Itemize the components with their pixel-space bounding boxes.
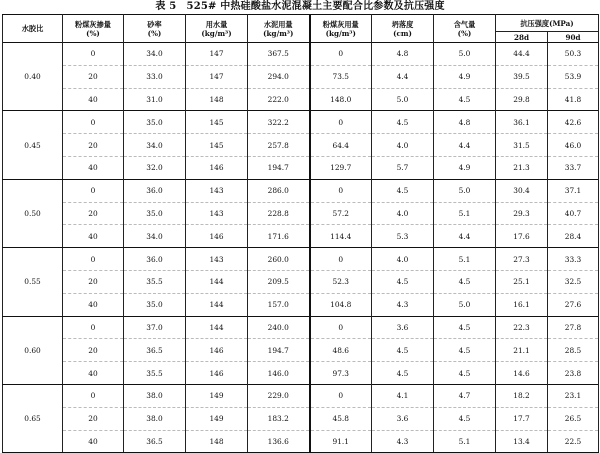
water-cell: 147 xyxy=(186,43,248,66)
water-cell: 147 xyxy=(186,65,248,88)
flyash-ratio-cell: 40 xyxy=(63,156,124,179)
water-cell: 148 xyxy=(186,430,248,453)
slump-cell: 4.5 xyxy=(372,111,434,134)
water-cell: 145 xyxy=(186,111,248,134)
flyash-amount-cell: 148.0 xyxy=(310,88,372,111)
water-cell: 146 xyxy=(186,362,248,385)
strength-28d-cell: 44.4 xyxy=(496,43,548,66)
strength-90d-cell: 27.6 xyxy=(548,293,599,316)
air-content-cell: 4.4 xyxy=(434,225,496,248)
water-cell: 146 xyxy=(186,339,248,362)
strength-90d-cell: 23.8 xyxy=(548,362,599,385)
mix-proportion-table xyxy=(2,14,599,453)
flyash-amount-cell: 64.4 xyxy=(310,134,372,157)
cement-cell: 257.8 xyxy=(248,134,310,157)
flyash-ratio-cell: 40 xyxy=(63,430,124,453)
strength-28d-cell: 29.3 xyxy=(496,202,548,225)
cement-cell: 157.0 xyxy=(248,293,310,316)
flyash-ratio-cell: 20 xyxy=(63,407,124,430)
water-cement-ratio-cell: 0.65 xyxy=(3,384,63,452)
table-row xyxy=(3,430,599,453)
cement-cell: 146.0 xyxy=(248,362,310,385)
strength-28d-cell: 22.3 xyxy=(496,316,548,339)
sand-ratio-cell: 35.0 xyxy=(124,111,186,134)
cement-cell: 286.0 xyxy=(248,179,310,202)
flyash-amount-cell: 0 xyxy=(310,316,372,339)
slump-cell: 5.0 xyxy=(372,88,434,111)
cement-cell: 260.0 xyxy=(248,248,310,271)
strength-28d-cell: 29.8 xyxy=(496,88,548,111)
header-water: 用水量 (kg/m³) xyxy=(186,15,248,43)
slump-cell: 4.5 xyxy=(372,179,434,202)
flyash-ratio-cell: 0 xyxy=(63,179,124,202)
table-row xyxy=(3,270,599,293)
flyash-amount-cell: 97.3 xyxy=(310,362,372,385)
slump-cell: 5.7 xyxy=(372,156,434,179)
flyash-amount-cell: 52.3 xyxy=(310,270,372,293)
strength-90d-cell: 26.5 xyxy=(548,407,599,430)
air-content-cell: 4.5 xyxy=(434,339,496,362)
flyash-amount-cell: 129.7 xyxy=(310,156,372,179)
air-content-cell: 4.5 xyxy=(434,88,496,111)
cement-cell: 294.0 xyxy=(248,65,310,88)
air-content-cell: 4.5 xyxy=(434,362,496,385)
flyash-amount-cell: 0 xyxy=(310,43,372,66)
strength-28d-cell: 18.2 xyxy=(496,384,548,407)
flyash-amount-cell: 57.2 xyxy=(310,202,372,225)
air-content-cell: 4.9 xyxy=(434,65,496,88)
sand-ratio-cell: 34.0 xyxy=(124,43,186,66)
water-cell: 143 xyxy=(186,248,248,271)
header-air-content: 含气量 (%) xyxy=(434,15,496,43)
flyash-ratio-cell: 40 xyxy=(63,88,124,111)
cement-cell: 171.6 xyxy=(248,225,310,248)
water-cell: 143 xyxy=(186,202,248,225)
cement-cell: 367.5 xyxy=(248,43,310,66)
air-content-cell: 4.7 xyxy=(434,384,496,407)
strength-90d-cell: 33.3 xyxy=(548,248,599,271)
strength-90d-cell: 40.7 xyxy=(548,202,599,225)
slump-cell: 4.3 xyxy=(372,430,434,453)
strength-90d-cell: 23.1 xyxy=(548,384,599,407)
strength-28d-cell: 39.5 xyxy=(496,65,548,88)
slump-cell: 4.0 xyxy=(372,248,434,271)
table-row xyxy=(3,362,599,385)
table-row xyxy=(3,134,599,157)
sand-ratio-cell: 38.0 xyxy=(124,384,186,407)
table-row xyxy=(3,43,599,66)
water-cell: 144 xyxy=(186,293,248,316)
sand-ratio-cell: 36.5 xyxy=(124,339,186,362)
air-content-cell: 4.8 xyxy=(434,111,496,134)
slump-cell: 3.6 xyxy=(372,316,434,339)
slump-cell: 5.3 xyxy=(372,225,434,248)
flyash-ratio-cell: 20 xyxy=(63,134,124,157)
air-content-cell: 4.9 xyxy=(434,156,496,179)
air-content-cell: 5.0 xyxy=(434,179,496,202)
strength-28d-cell: 16.1 xyxy=(496,293,548,316)
flyash-amount-cell: 0 xyxy=(310,179,372,202)
strength-90d-cell: 32.5 xyxy=(548,270,599,293)
water-cement-ratio-cell: 0.55 xyxy=(3,248,63,316)
table-title: 表 5 525# 中热硅酸盐水泥混凝土主要配合比参数及抗压强度 xyxy=(155,1,445,12)
slump-cell: 4.5 xyxy=(372,339,434,362)
strength-90d-cell: 42.6 xyxy=(548,111,599,134)
air-content-cell: 5.1 xyxy=(434,248,496,271)
header-sand-ratio: 砂率 (%) xyxy=(124,15,186,43)
cement-cell: 136.6 xyxy=(248,430,310,453)
slump-cell: 4.3 xyxy=(372,293,434,316)
flyash-ratio-cell: 0 xyxy=(63,316,124,339)
water-cell: 146 xyxy=(186,225,248,248)
sand-ratio-cell: 33.0 xyxy=(124,65,186,88)
table-row xyxy=(3,407,599,430)
water-cell: 149 xyxy=(186,384,248,407)
cement-cell: 229.0 xyxy=(248,384,310,407)
strength-28d-cell: 25.1 xyxy=(496,270,548,293)
sand-ratio-cell: 35.0 xyxy=(124,293,186,316)
strength-28d-cell: 14.6 xyxy=(496,362,548,385)
cement-cell: 209.5 xyxy=(248,270,310,293)
strength-28d-cell: 27.3 xyxy=(496,248,548,271)
strength-90d-cell: 41.8 xyxy=(548,88,599,111)
air-content-cell: 5.0 xyxy=(434,293,496,316)
strength-90d-cell: 33.7 xyxy=(548,156,599,179)
strength-28d-cell: 17.7 xyxy=(496,407,548,430)
flyash-ratio-cell: 0 xyxy=(63,111,124,134)
water-cell: 148 xyxy=(186,88,248,111)
sand-ratio-cell: 32.0 xyxy=(124,156,186,179)
sand-ratio-cell: 31.0 xyxy=(124,88,186,111)
flyash-amount-cell: 0 xyxy=(310,248,372,271)
strength-90d-cell: 22.5 xyxy=(548,430,599,453)
slump-cell: 4.1 xyxy=(372,384,434,407)
strength-90d-cell: 28.5 xyxy=(548,339,599,362)
strength-28d-cell: 30.4 xyxy=(496,179,548,202)
strength-28d-cell: 17.6 xyxy=(496,225,548,248)
table-row xyxy=(3,248,599,271)
table-row xyxy=(3,316,599,339)
sand-ratio-cell: 36.0 xyxy=(124,248,186,271)
strength-90d-cell: 28.4 xyxy=(548,225,599,248)
table-row xyxy=(3,88,599,111)
sand-ratio-cell: 38.0 xyxy=(124,407,186,430)
cement-cell: 240.0 xyxy=(248,316,310,339)
strength-90d-cell: 37.1 xyxy=(548,179,599,202)
flyash-amount-cell: 0 xyxy=(310,111,372,134)
water-cell: 145 xyxy=(186,134,248,157)
air-content-cell: 4.5 xyxy=(434,407,496,430)
slump-cell: 4.8 xyxy=(372,43,434,66)
air-content-cell: 5.1 xyxy=(434,430,496,453)
flyash-amount-cell: 114.4 xyxy=(310,225,372,248)
header-strength-90d: 90d xyxy=(548,32,599,43)
flyash-amount-cell: 73.5 xyxy=(310,65,372,88)
strength-90d-cell: 46.0 xyxy=(548,134,599,157)
header-flyash-amount: 粉煤灰用量 (kg/m³) xyxy=(310,15,372,43)
flyash-ratio-cell: 40 xyxy=(63,225,124,248)
water-cell: 149 xyxy=(186,407,248,430)
air-content-cell: 5.0 xyxy=(434,43,496,66)
cement-cell: 322.2 xyxy=(248,111,310,134)
header-strength-28d: 28d xyxy=(496,32,548,43)
strength-90d-cell: 53.9 xyxy=(548,65,599,88)
header-water-cement-ratio: 水胶比 xyxy=(3,15,63,43)
flyash-ratio-cell: 20 xyxy=(63,65,124,88)
slump-cell: 4.0 xyxy=(372,202,434,225)
flyash-ratio-cell: 40 xyxy=(63,362,124,385)
flyash-ratio-cell: 0 xyxy=(63,248,124,271)
cement-cell: 194.7 xyxy=(248,156,310,179)
slump-cell: 4.0 xyxy=(372,134,434,157)
flyash-ratio-cell: 40 xyxy=(63,293,124,316)
strength-28d-cell: 13.4 xyxy=(496,430,548,453)
flyash-amount-cell: 104.8 xyxy=(310,293,372,316)
header-compressive-strength: 抗压强度(MPa) xyxy=(496,15,599,32)
table-row xyxy=(3,202,599,225)
sand-ratio-cell: 35.0 xyxy=(124,202,186,225)
cement-cell: 222.0 xyxy=(248,88,310,111)
strength-28d-cell: 36.1 xyxy=(496,111,548,134)
air-content-cell: 4.5 xyxy=(434,270,496,293)
table-row xyxy=(3,384,599,407)
water-cell: 144 xyxy=(186,270,248,293)
sand-ratio-cell: 35.5 xyxy=(124,362,186,385)
water-cement-ratio-cell: 0.45 xyxy=(3,111,63,179)
slump-cell: 3.6 xyxy=(372,407,434,430)
flyash-ratio-cell: 20 xyxy=(63,270,124,293)
cement-cell: 228.8 xyxy=(248,202,310,225)
slump-cell: 4.5 xyxy=(372,362,434,385)
cement-cell: 183.2 xyxy=(248,407,310,430)
flyash-ratio-cell: 0 xyxy=(63,384,124,407)
water-cell: 144 xyxy=(186,316,248,339)
flyash-amount-cell: 45.8 xyxy=(310,407,372,430)
table-row xyxy=(3,65,599,88)
water-cement-ratio-cell: 0.60 xyxy=(3,316,63,384)
header-slump: 坍落度 (cm) xyxy=(372,15,434,43)
slump-cell: 4.5 xyxy=(372,270,434,293)
sand-ratio-cell: 34.0 xyxy=(124,134,186,157)
air-content-cell: 4.4 xyxy=(434,134,496,157)
sand-ratio-cell: 36.0 xyxy=(124,179,186,202)
sand-ratio-cell: 35.5 xyxy=(124,270,186,293)
strength-90d-cell: 27.8 xyxy=(548,316,599,339)
strength-28d-cell: 31.5 xyxy=(496,134,548,157)
table-row xyxy=(3,339,599,362)
sand-ratio-cell: 36.5 xyxy=(124,430,186,453)
strength-90d-cell: 50.3 xyxy=(548,43,599,66)
water-cell: 146 xyxy=(186,156,248,179)
table-row xyxy=(3,179,599,202)
flyash-amount-cell: 48.6 xyxy=(310,339,372,362)
strength-28d-cell: 21.1 xyxy=(496,339,548,362)
strength-28d-cell: 21.3 xyxy=(496,156,548,179)
slump-cell: 4.4 xyxy=(372,65,434,88)
table-row xyxy=(3,225,599,248)
sand-ratio-cell: 37.0 xyxy=(124,316,186,339)
table-row xyxy=(3,156,599,179)
water-cell: 143 xyxy=(186,179,248,202)
table-body xyxy=(3,43,599,453)
air-content-cell: 4.5 xyxy=(434,316,496,339)
flyash-ratio-cell: 20 xyxy=(63,339,124,362)
flyash-ratio-cell: 0 xyxy=(63,43,124,66)
flyash-ratio-cell: 20 xyxy=(63,202,124,225)
header-cement: 水泥用量 (kg/m³) xyxy=(248,15,310,43)
header-flyash-ratio: 粉煤灰掺量 (%) xyxy=(63,15,124,43)
sand-ratio-cell: 34.0 xyxy=(124,225,186,248)
flyash-amount-cell: 91.1 xyxy=(310,430,372,453)
cement-cell: 194.7 xyxy=(248,339,310,362)
water-cement-ratio-cell: 0.40 xyxy=(3,43,63,111)
air-content-cell: 5.1 xyxy=(434,202,496,225)
table-row xyxy=(3,111,599,134)
table-row xyxy=(3,293,599,316)
water-cement-ratio-cell: 0.50 xyxy=(3,179,63,247)
flyash-amount-cell: 0 xyxy=(310,384,372,407)
